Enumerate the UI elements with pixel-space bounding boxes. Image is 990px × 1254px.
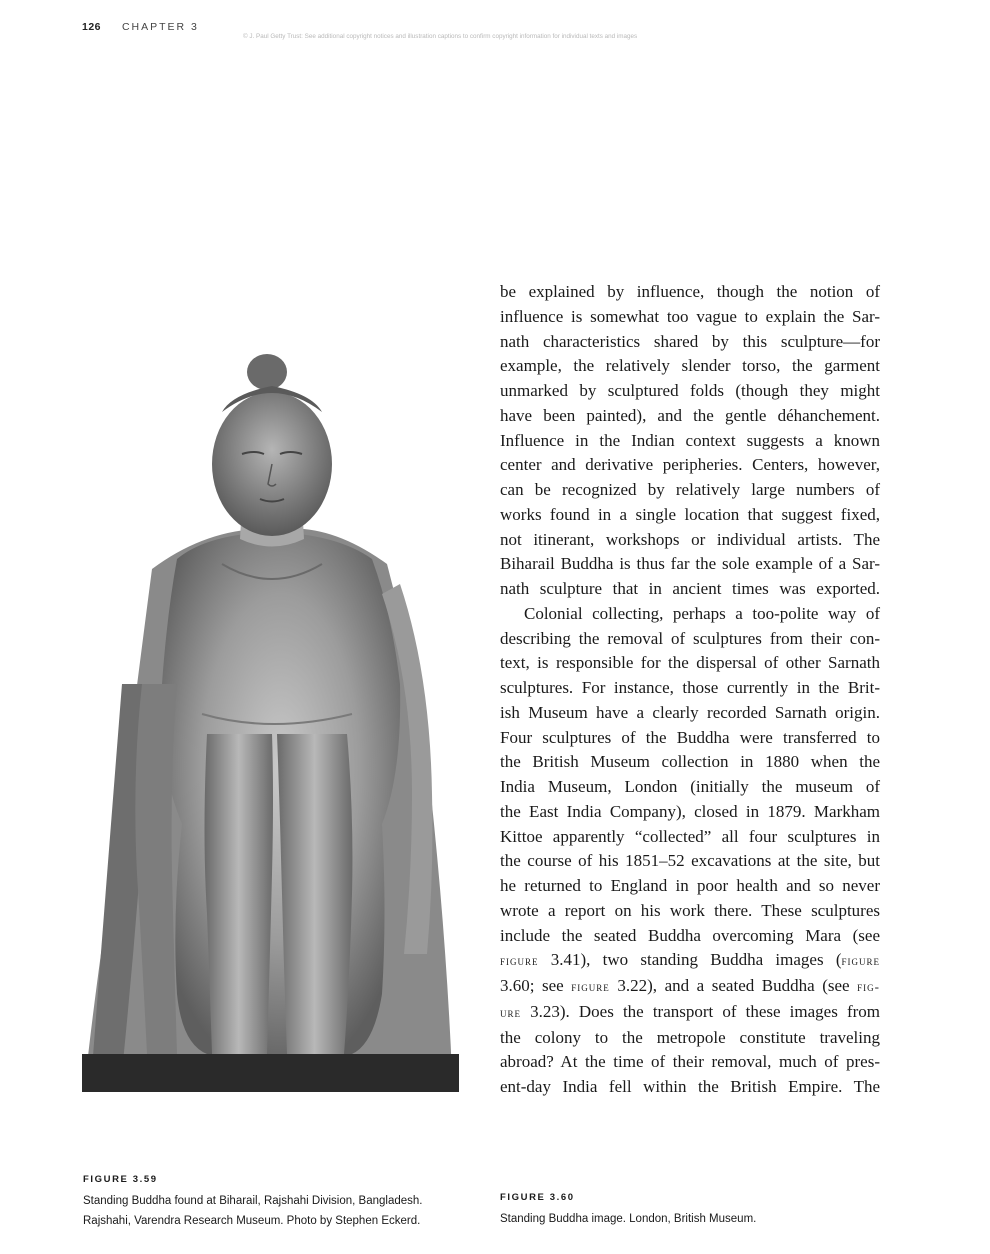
caption-line: Rajshahi, Varendra Research Museum. Photo by Stephen Eckerd. <box>83 1215 421 1227</box>
text-line: center and derivative peripheries. Centers, however, <box>500 455 880 475</box>
text-line: influence is somewhat too vague to explain the Sar- <box>500 306 880 326</box>
text-line: example, the relatively slender torso, the garment <box>500 356 880 376</box>
body-text-column <box>500 280 880 1100</box>
text-line: he returned to England in poor health and so never <box>500 876 880 895</box>
caption-line: Standing Buddha image. London, British Museum. <box>500 1213 757 1225</box>
text-line: nath characteristics shared by this sculpture—for <box>500 331 880 351</box>
figure-ref: figure <box>571 979 610 994</box>
text-line: unmarked by sculptured folds (though they might <box>500 381 880 400</box>
text-line: can be recognized by relatively large numbers of <box>500 480 880 499</box>
text-line: the colony to the metropole constitute traveling <box>500 1027 880 1047</box>
figure-ref: ure <box>500 1004 521 1020</box>
text-line: Four sculptures of the Buddha were transferred to <box>500 727 880 747</box>
text-line: ent-day India fell within the British Empire. The <box>500 1077 880 1096</box>
copyright-notice: © J. Paul Getty Trust: See additional copyright notices and illustration captions to confirm copyright information for individual texts and images <box>243 33 638 40</box>
text-line: ish Museum have a clearly recorded Sarnath origin. <box>500 702 880 722</box>
text-line: not itinerant, workshops or individual artists. The <box>500 529 880 549</box>
page-number: 126 <box>82 21 102 33</box>
text-line: works found in a single location that suggest fixed, <box>500 504 880 524</box>
buddha-sculpture-photo <box>82 354 459 1092</box>
text-line: India Museum, London (initially the museum of <box>500 777 880 796</box>
running-header <box>82 21 199 33</box>
text-line: sculptures. For instance, those currently in the Brit- <box>500 678 880 697</box>
text-line: Colonial collecting, perhaps a too-polite way of <box>524 603 880 623</box>
text-line: include the seated Buddha overcoming Mara (see <box>500 925 880 945</box>
text-line: have been painted), and the gentle déhanchement. <box>500 405 880 425</box>
chapter-label: CHAPTER 3 <box>121 21 199 33</box>
text-line: wrote a report on his work there. These sculptures <box>500 900 880 920</box>
text-line: abroad? At the time of their removal, much of pres- <box>500 1052 880 1072</box>
caption-line: Standing Buddha found at Biharail, Rajshahi Division, Bangladesh. <box>83 1195 423 1207</box>
figure-ref: fig- <box>857 979 880 994</box>
figure-ref: figure <box>841 953 880 969</box>
text-line: nath sculpture that in ancient times was exported. <box>500 579 880 598</box>
text-line: text, is responsible for the dispersal of other Sarnath <box>500 653 880 673</box>
text-line: Biharail Buddha is thus far the sole example of a Sar- <box>500 554 880 574</box>
text-line: 3.60; see figure 3.22), and a seated Buddha (see fig- <box>500 976 880 995</box>
text-line: Influence in the Indian context suggests a known <box>500 430 880 450</box>
text-line: be explained by influence, though the notion of <box>500 282 880 301</box>
figure-ref: figure <box>500 953 539 969</box>
text-line: Kittoe apparently “collected” all four sculptures in <box>500 826 880 846</box>
text-line: the British Museum collection in 1880 when the <box>500 752 880 772</box>
figure-caption-3-59 <box>83 1174 483 1231</box>
text-line: the course of his 1851–52 excavations at the site, but <box>500 851 880 871</box>
paragraph-1 <box>500 280 880 602</box>
figure-caption-3-60 <box>500 1192 900 1229</box>
figure-label: FIGURE 3.60 <box>500 1192 575 1203</box>
text-line: ure 3.23). Does the transport of these images from <box>500 1001 880 1021</box>
figure-label: FIGURE 3.59 <box>83 1174 158 1185</box>
text-line: figure 3.41), two standing Buddha images (figure <box>500 950 880 970</box>
text-line: the East India Company), closed in 1879. Markham <box>500 801 880 821</box>
text-line: describing the removal of sculptures from their con- <box>500 628 880 648</box>
paragraph-2 <box>500 602 880 1100</box>
